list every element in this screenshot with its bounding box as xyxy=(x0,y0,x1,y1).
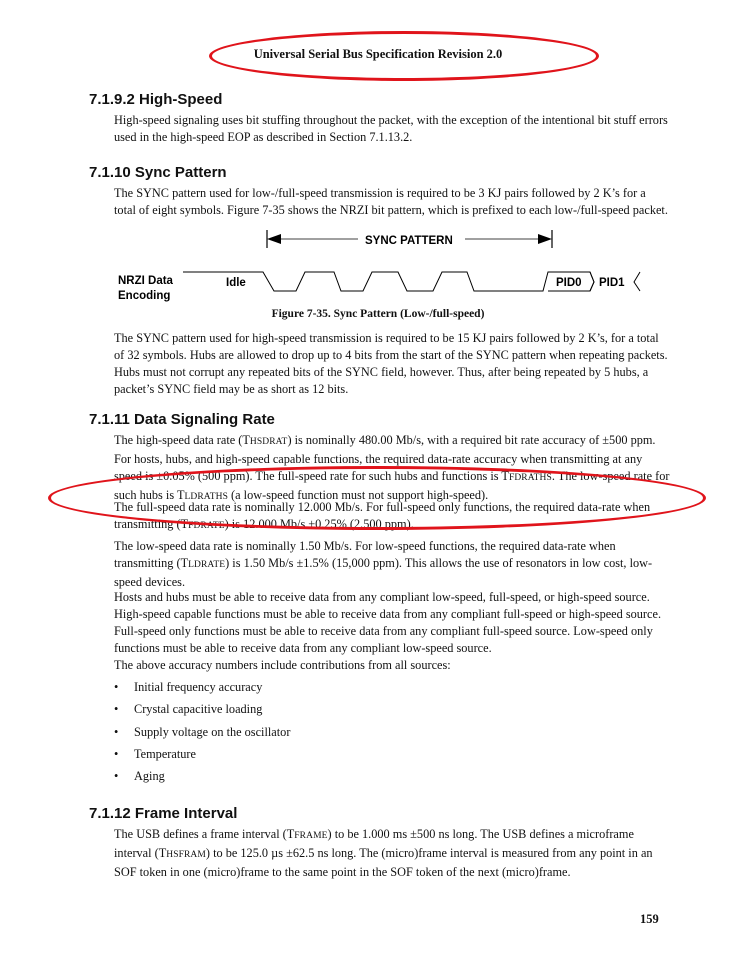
bullet-glyph: • xyxy=(114,680,119,694)
paragraph-frame-interval: The USB defines a frame interval (TFRAME) to be 1.000 ms ±500 ns long. The USB defines a microframe interval (THSFRAM) to be 125.0 µs ±62.5 ns long. The (micro)frame interval is measured from any point in an SOF token in one (micro)frame to the same point in the SOF token of the next (micro)frame. xyxy=(114,827,653,879)
page-number: 159 xyxy=(640,912,659,926)
heading-7-1-11: 7.1.11 Data Signaling Rate xyxy=(89,411,275,428)
sync-pattern-figure xyxy=(0,222,756,304)
sync-pattern-label: SYNC PATTERN xyxy=(365,235,453,247)
page-header: Universal Serial Bus Specification Revision 2.0 xyxy=(253,47,503,61)
paragraph-sync-intro: The SYNC pattern used for low-/full-speed transmission is required to be 3 KJ pairs followed by 2 K’s for a total of eight symbols. Figure 7-35 shows the NRZI bit pattern, which is prefixed to each low-/full-speed packet. xyxy=(114,186,668,217)
sync-arrow-left-head xyxy=(267,234,281,244)
pid1-label: PID1 xyxy=(599,277,625,289)
sync-arrow-right-head xyxy=(538,234,552,244)
pid0-label: PID0 xyxy=(556,277,582,289)
paragraph-receive-compliance: Hosts and hubs must be able to receive data from any compliant low-speed, full-speed, or high-speed source. High-speed capable functions must be able to receive data from any compliant full-speed or high-speed source. Full-speed only functions must be able to receive data from any compliant full-speed source. Low-speed only functions must be able to receive data from any compliant low-speed source. xyxy=(114,590,662,655)
pid1-box xyxy=(590,272,594,291)
nrzi-label-line1: NRZI Data xyxy=(118,275,173,287)
nrzi-label-line2: Encoding xyxy=(118,290,171,302)
bullet-glyph: • xyxy=(114,769,119,783)
paragraph-sync-high-speed: The SYNC pattern used for high-speed transmission is required to be 15 KJ pairs followed by 2 K’s, for a total of 32 symbols. Hubs are allowed to drop up to 4 bits from the start of the SYNC pattern when repeating packets. Hubs must not corrupt any repeated bits of the SYNC field, however. Thus, after being repeated by 5 hubs, a packet’s SYNC field may be as short as 12 bits. xyxy=(114,331,668,396)
pid-continuation xyxy=(634,272,640,291)
heading-7-1-12: 7.1.12 Frame Interval xyxy=(89,805,238,822)
bullet-glyph: • xyxy=(114,702,119,716)
paragraph-low-speed-rate: The low-speed data rate is nominally 1.50 Mb/s. For low-speed functions, the required data-rate when transmitting (TLDRATE) is 1.50 Mb/s ±1.5% (15,000 ppm). This allows the use of resonators in low cost, low-speed devices. xyxy=(114,539,653,589)
bullet-glyph: • xyxy=(114,747,119,761)
paragraph-full-speed-rate: The full-speed data rate is nominally 12.000 Mb/s. For full-speed only functions, the required data-rate when transmitting (TFDRATE) is 12.000 Mb/s ±0.25% (2,500 ppm). xyxy=(114,500,651,531)
paragraph-accuracy-sources: The above accuracy numbers include contributions from all sources: xyxy=(114,658,451,672)
figure-caption: Figure 7-35. Sync Pattern (Low-/full-speed) xyxy=(271,308,485,320)
heading-7-1-9-2: 7.1.9.2 High-Speed xyxy=(89,91,223,108)
bullet-glyph: • xyxy=(114,725,119,739)
paragraph-high-speed-rate: The high-speed data rate (THSDRAT) is nominally 480.00 Mb/s, with a required bit rate accuracy of ±500 ppm. For hosts, hubs, and high-speed capable functions, the required data-rate accuracy when transmitting at any speed is ±0.05% (500 ppm). The full-speed rate for such hubs and functions is TFDRATHS. The low-speed rate for such hubs is TLDRATHS (a low-speed function must not support high-speed). xyxy=(114,433,670,502)
idle-label: Idle xyxy=(226,277,246,289)
paragraph-high-speed: High-speed signaling uses bit stuffing throughout the packet, with the exception of the intentional bit stuff errors used in the high-speed EOP as described in Section 7.1.13.2. xyxy=(114,113,668,144)
heading-7-1-10: 7.1.10 Sync Pattern xyxy=(89,164,227,181)
